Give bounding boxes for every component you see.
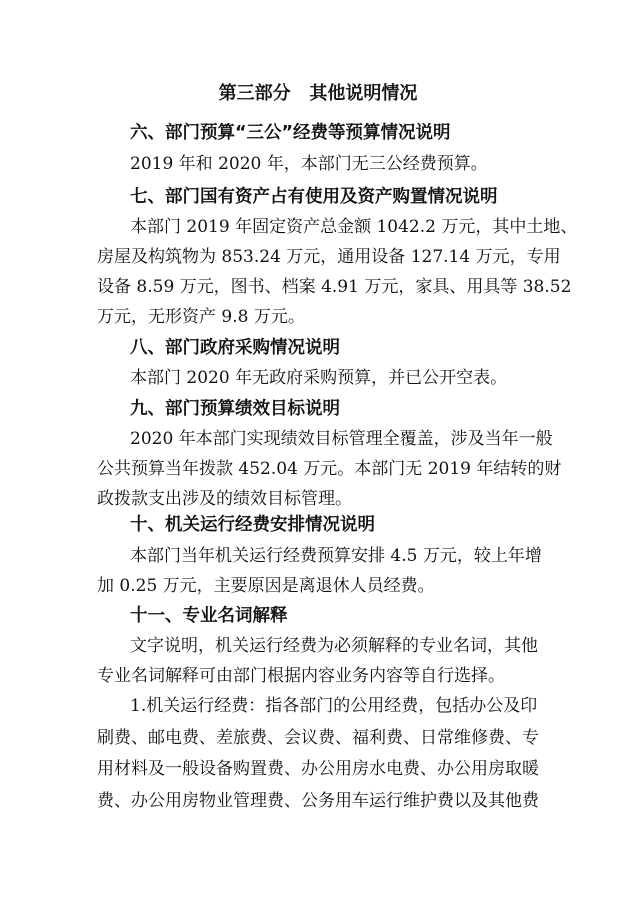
paragraph-line: 本部门 2020 年无政府采购预算，并已公开空表。	[130, 368, 508, 388]
paragraph-line: 费、办公用房物业管理费、公务用车运行维护费以及其他费	[97, 791, 539, 811]
paragraph-line: 本部门 2019 年固定资产总金额 1042.2 万元，其中土地、	[130, 217, 578, 237]
paragraph-line: 加 0.25 万元，主要原因是离退休人员经费。	[97, 576, 435, 596]
paragraph-line: 1.机关运行经费：指各部门的公用经费，包括办公及印	[130, 696, 538, 716]
paragraph-line: 刷费、邮电费、差旅费、会议费、福利费、日常维修费、专	[97, 728, 539, 748]
paragraph-line: 公共预算当年拨款 452.04 万元。本部门无 2019 年结转的财	[97, 459, 562, 479]
paragraph-line: 万元，无形资产 9.8 万元。	[97, 307, 305, 327]
section-heading-eight: 八、部门政府采购情况说明	[130, 338, 340, 358]
paragraph-line: 房屋及构筑物为 853.24 万元，通用设备 127.14 万元，专用	[97, 247, 561, 267]
paragraph-line: 2019 年和 2020 年，本部门无三公经费预算。	[130, 154, 488, 174]
paragraph-line: 文字说明，机关运行经费为必须解释的专业名词，其他	[130, 636, 538, 656]
section-heading-nine: 九、部门预算绩效目标说明	[130, 399, 340, 419]
paragraph-line: 用材料及一般设备购置费、办公用房水电费、办公用房取暖	[97, 759, 539, 779]
paragraph-line: 专业名词解释可由部门根据内容业务内容等自行选择。	[97, 666, 505, 686]
section-heading-ten: 十、机关运行经费安排情况说明	[130, 515, 375, 535]
paragraph-line: 本部门当年机关运行经费预算安排 4.5 万元，较上年增	[130, 546, 542, 566]
paragraph-line: 设备 8.59 万元，图书、档案 4.91 万元，家具、用具等 38.52	[97, 277, 572, 297]
paragraph-line: 2020 年本部门实现绩效目标管理全覆盖，涉及当年一般	[130, 429, 553, 449]
section-heading-seven: 七、部门国有资产占有使用及资产购置情况说明	[130, 187, 498, 207]
paragraph-line: 政拨款支出涉及的绩效目标管理。	[97, 489, 352, 509]
section-heading-eleven: 十一、专业名词解释	[130, 606, 288, 626]
section-heading-six: 六、部门预算“三公”经费等预算情况说明	[130, 123, 451, 143]
page-title: 第三部分 其他说明情况	[218, 83, 418, 104]
